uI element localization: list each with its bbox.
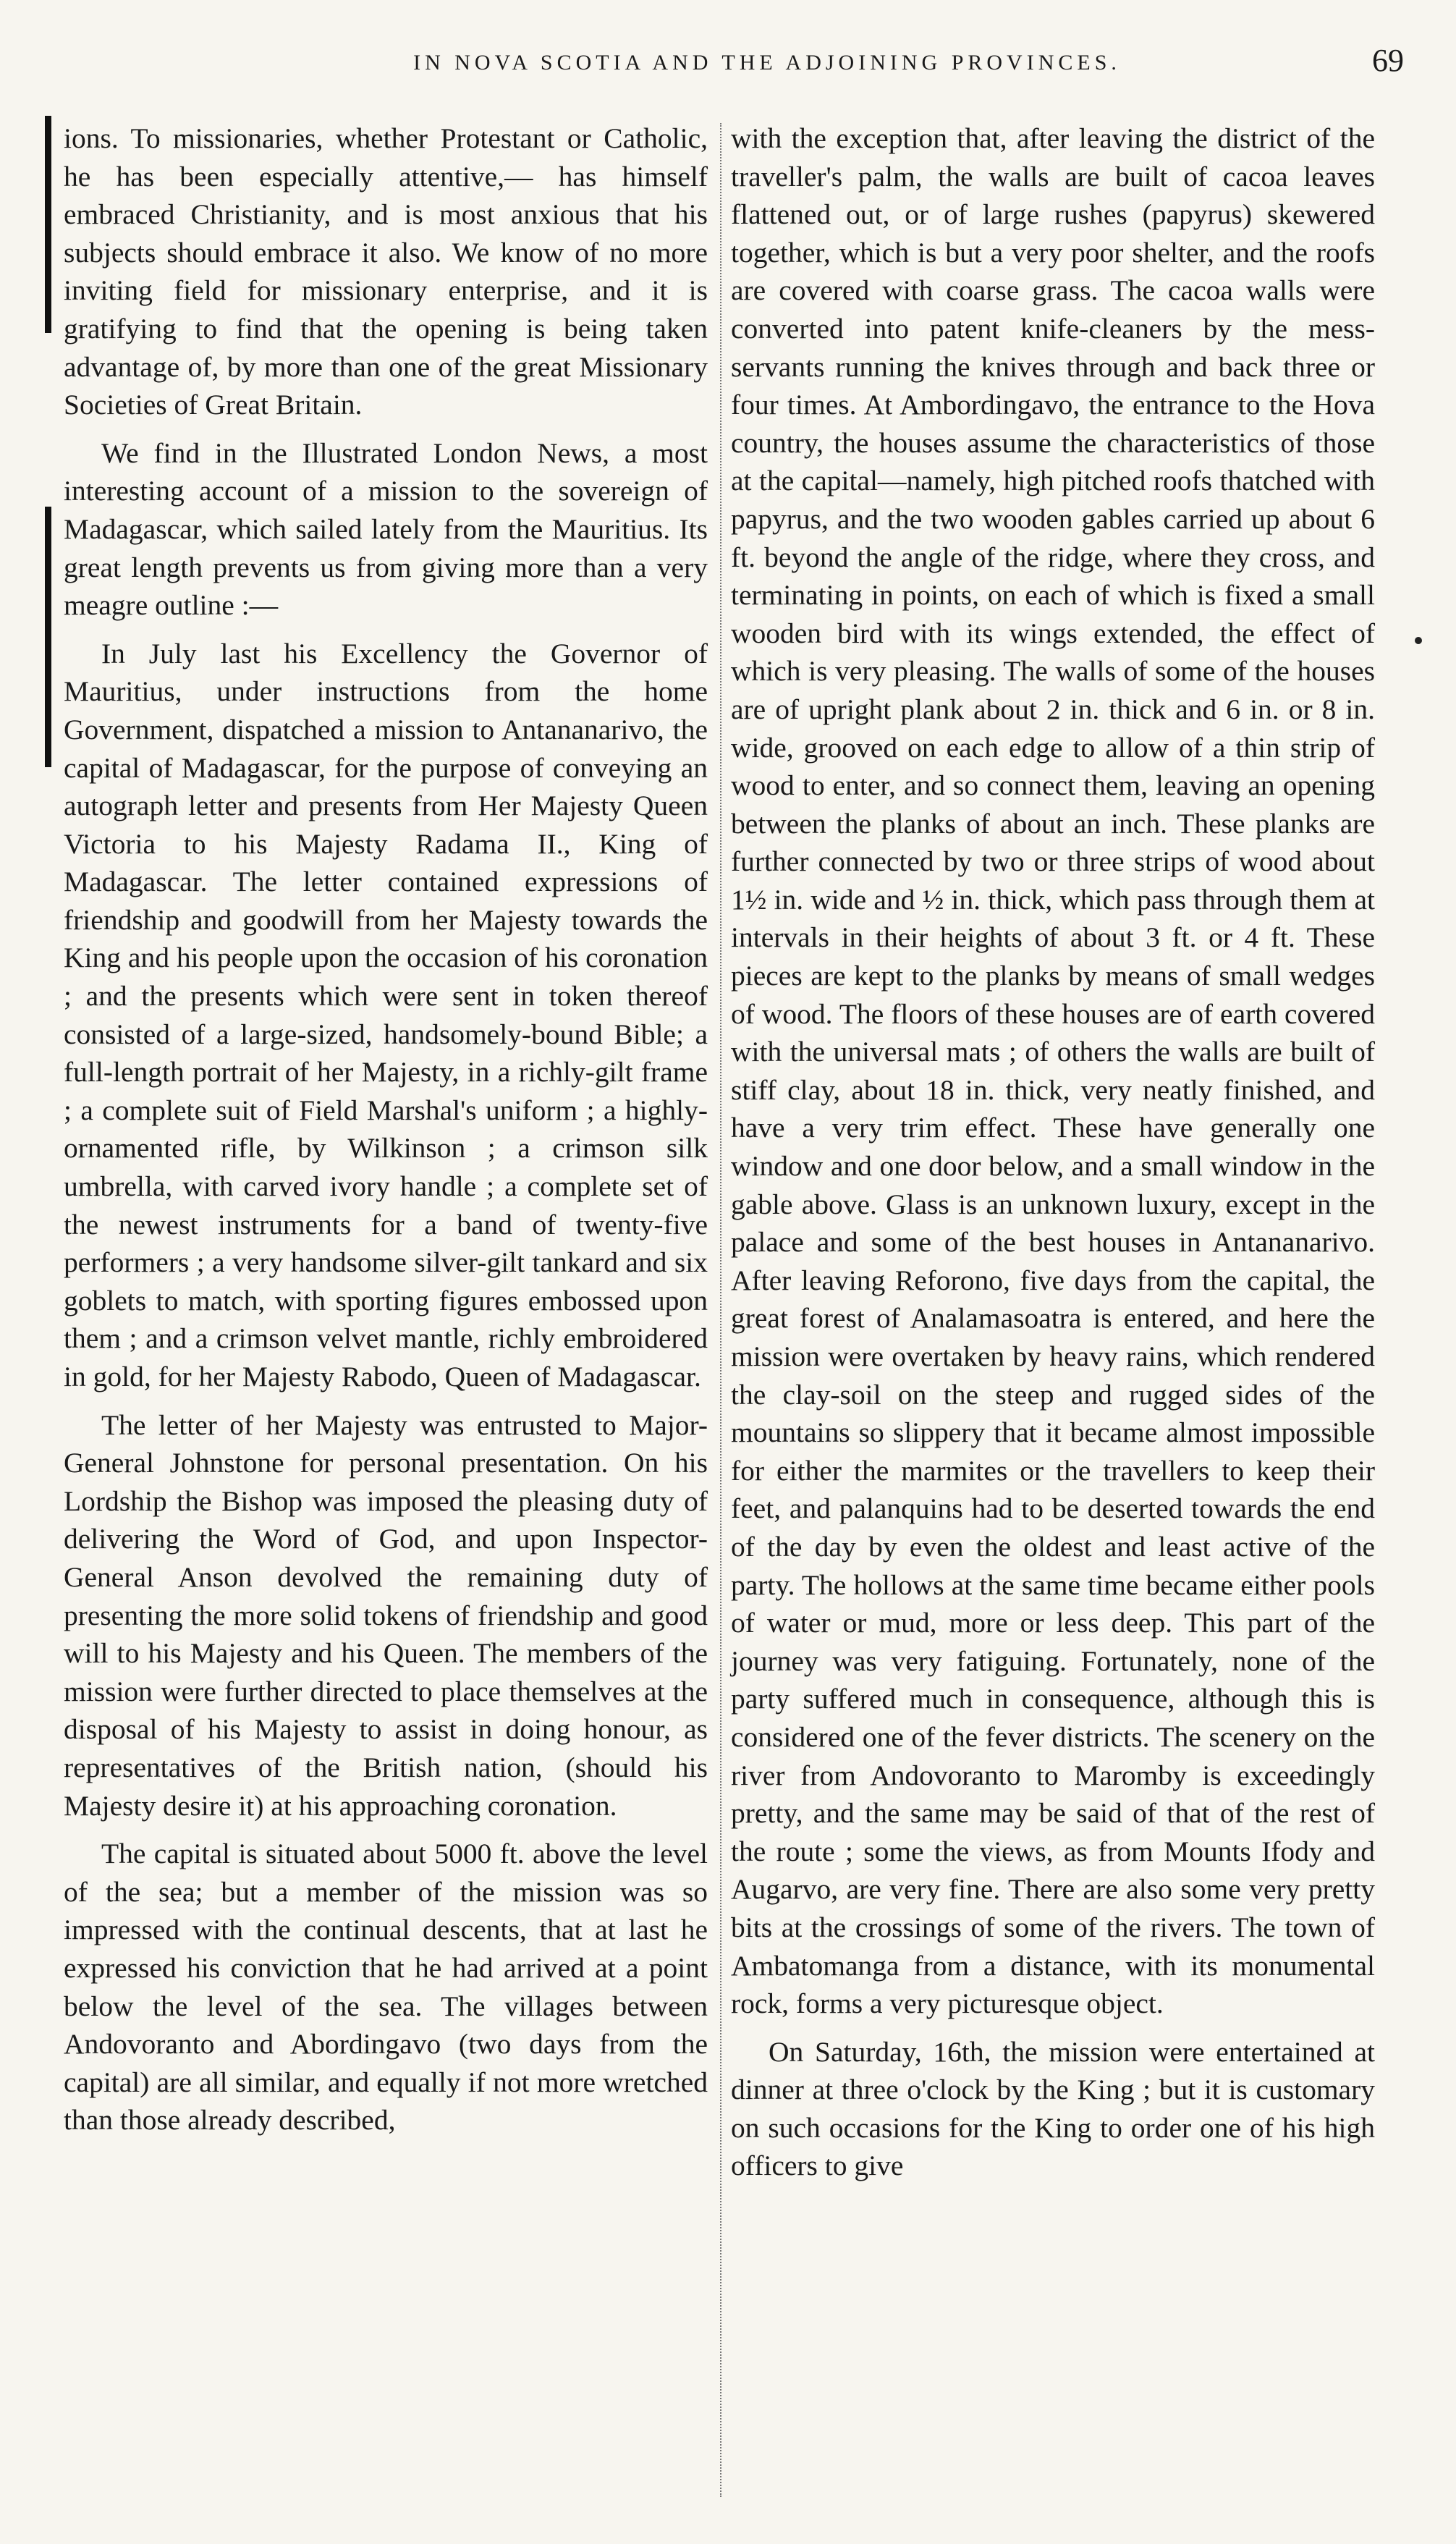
margin-mark <box>45 507 51 767</box>
margin-mark <box>45 116 51 333</box>
paragraph: The letter of her Majesty was entrusted to Major-General Johnstone for personal presentation. On his Lordship the Bishop was imposed the pleasing duty of delivering the Word of God, and upon Inspector-General Anson devolved the remaining duty of presenting the more solid tokens of friendship and good will to his Majesty and his Queen. The members of the mission were further directed to place themselves at the disposal of his Majesty to assist in doing honour, as representatives of the British nation, (should his Majesty desire it) at his approaching coronation. <box>64 1408 708 1822</box>
running-header: IN NOVA SCOTIA AND THE ADJOINING PROVINCES. <box>413 51 1121 75</box>
left-column <box>64 119 708 2139</box>
right-column <box>731 119 1375 2185</box>
column-divider <box>720 123 723 2497</box>
paragraph: The capital is situated about 5000 ft. above the level of the sea; but a member of the mission was so impressed with the continual descents, that at last he expressed his conviction that he had arrived at a point below the level of the sea. The villages between Andovoranto and Abordingavo (two days from the capital) are all similar, and equally if not more wretched than those already described, <box>64 1838 708 2137</box>
margin-dot <box>1415 637 1422 644</box>
page-number: 69 <box>1372 43 1404 78</box>
paragraph: In July last his Excellency the Governor of Mauritius, under instructions from the home Government, dispatched a mission to Antananarivo, the capital of Madagascar, for the purpose of conveying an autograph letter and presents from Her Majesty Queen Victoria to his Majesty Radama II., King of Madagascar. The letter contained expressions of friendship and goodwill from her Majesty towards the King and his people upon the occasion of his coronation ; and the presents which were sent in token thereof consisted of a large-sized, handsomely-bound Bible; a full-length portrait of her Majesty, in a richly-gilt frame ; a complete suit of Field Marshal's uniform ; a highly-ornamented rifle, by Wilkinson ; a crimson silk umbrella, with carved ivory handle ; a complete set of the newest instruments for a band of twenty-five performers ; a very handsome silver-gilt tankard and six goblets to match, with sporting figures embossed upon them ; and a crimson velvet mantle, richly embroidered in gold, for her Majesty Rabodo, Queen of Madagascar. <box>64 637 708 1393</box>
paragraph: On Saturday, 16th, the mission were entertained at dinner at three o'clock by the King ; but it is customary on such occasions for the King to order one of his high officers to give <box>731 2035 1375 2182</box>
paragraph: with the exception that, after leaving the district of the traveller's palm, the walls are built of cacoa leaves flattened out, or of large rushes (papyrus) skewered together, which is but a very poor shelter, and the roofs are covered with coarse grass. The cacoa walls were converted into patent knife-cleaners by the mess-servants running the knives through and back three or four times. At Ambordingavo, the entrance to the Hova country, the houses assume the characteristics of those at the capital—namely, high pitched roofs thatched with papyrus, and the two wooden gables carried up about 6 ft. beyond the angle of the ridge, where they cross, and terminating in points, on each of which is fixed a small wooden bird with its wings extended, the effect of which is very pleasing. The walls of some of the houses are of upright plank about 2 in. thick and 6 in. or 8 in. wide, grooved on each edge to allow of a thin strip of wood to enter, and so connect them, leaving an opening between the planks of about an inch. These planks are further connected by two or three strips of wood about 1½ in. wide and ½ in. thick, which pass through them at intervals in their heights of about 3 ft. or 4 ft. These pieces are kept to the planks by means of small wedges of wood. The floors of these houses are of earth covered with the universal mats ; of others the walls are built of stiff clay, about 18 in. thick, very neatly finished, and have a very trim effect. These have generally one window and one door below, and a small window in the gable above. Glass is an unknown luxury, except in the palace and some of the best houses in Antananarivo. After leaving Reforono, five days from the capital, the great forest of Analamasoatra is entered, and here the mission were overtaken by heavy rains, which rendered the clay-soil on the steep and rugged sides of the mountains so slippery that it became almost impossible for either the marmites or the travellers to keep their feet, and palanquins had to be deserted towards the end of the day by even the oldest and least active of the party. The hollows at the same time became either pools of water or mud, more or less deep. This part of the journey was very fatiguing. Fortunately, none of the party suffered much in consequence, although this is considered one of the fever districts. The scenery on the river from Andovoranto to Maromby is exceedingly pretty, and the same may be said of that of the rest of the route ; some the views, as from Mounts Ifody and Augarvo, are very fine. There are also some very pretty bits at the crossings of some of the rivers. The town of Ambatomanga from a distance, with its monumental rock, forms a very picturesque object. <box>731 122 1375 2020</box>
paragraph: We find in the Illustrated London News, a most interesting account of a mission to the sovereign of Madagascar, which sailed lately from the Mauritius. Its great length prevents us from giving more than a very meagre outline :— <box>64 436 708 622</box>
paragraph: ions. To missionaries, whether Protestant or Catholic, he has been especially attentive,— has himself embraced Christianity, and is most anxious that his subjects should embrace it also. We know of no more inviting field for missionary enterprise, and it is gratifying to find that the opening is being taken advantage of, by more than one of the great Missionary Societies of Great Britain. <box>64 122 708 421</box>
